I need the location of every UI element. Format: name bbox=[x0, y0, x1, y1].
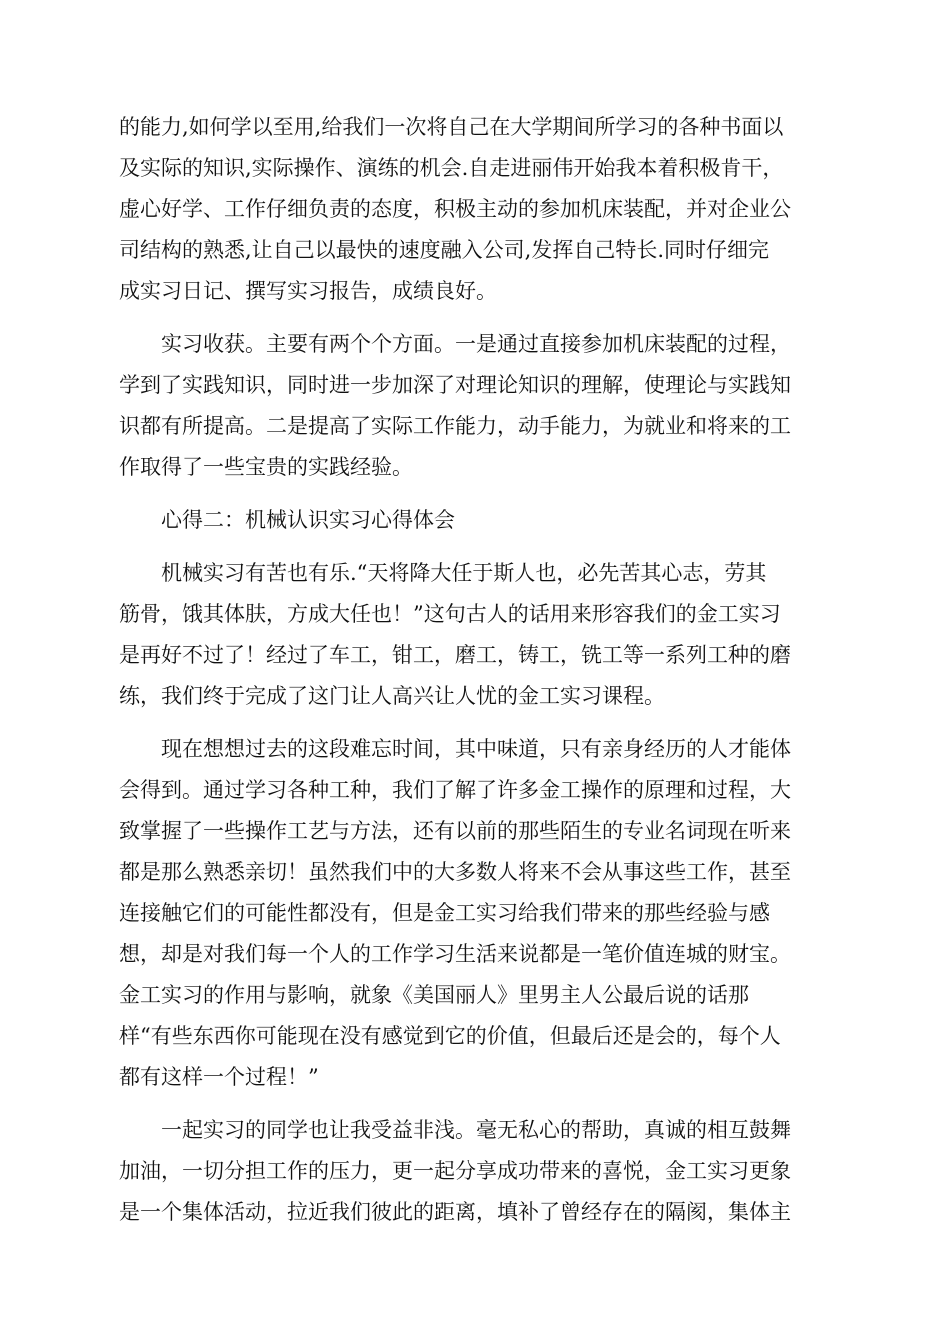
text-line: 加油，一切分担工作的压力，更一起分享成功带来的喜悦，金工实习更象 bbox=[119, 1159, 791, 1183]
text-line: 实习收获。主要有两个个方面。一是通过直接参加机床装配的过程， bbox=[161, 332, 791, 356]
text-line: 连接触它们的可能性都没有，但是金工实习给我们带来的那些经验与感 bbox=[119, 901, 770, 925]
text-line: 筋骨，饿其体肤，方成大任也！”这句古人的话用来形容我们的金工实习 bbox=[119, 602, 781, 626]
text-line: 都有这样一个过程！” bbox=[119, 1065, 319, 1089]
text-line: 致掌握了一些操作工艺与方法，还有以前的那些陌生的专业名词现在听来 bbox=[119, 819, 791, 843]
text-line: 都是那么熟悉亲切！虽然我们中的大多数人将来不会从事这些工作，甚至 bbox=[119, 860, 791, 884]
text-line: 及实际的知识,实际操作、演练的机会.自走进丽伟开始我本着积极肯干， bbox=[119, 156, 784, 180]
paragraph bbox=[119, 324, 835, 488]
text-line: 练，我们终于完成了这门让人高兴让人忧的金工实习课程。 bbox=[119, 684, 665, 708]
text-line: 司结构的熟悉,让自己以最快的速度融入公司,发挥自己特长.同时仔细完 bbox=[119, 238, 770, 262]
text-line: 心得二：机械认识实习心得体会 bbox=[161, 508, 455, 532]
paragraph bbox=[119, 1110, 835, 1233]
text-line: 作取得了一些宝贵的实践经验。 bbox=[119, 455, 413, 479]
document-body bbox=[119, 107, 835, 1233]
text-line: 会得到。通过学习各种工种，我们了解了许多金工操作的原理和过程，大 bbox=[119, 778, 791, 802]
paragraph bbox=[119, 553, 835, 717]
text-line: 成实习日记、撰写实习报告，成绩良好。 bbox=[119, 279, 497, 303]
text-line: 学到了实践知识，同时进一步加深了对理论知识的理解，使理论与实践知 bbox=[119, 373, 791, 397]
text-line: 样“有些东西你可能现在没有感觉到它的价值，但最后还是会的，每个人 bbox=[119, 1024, 781, 1048]
paragraph bbox=[119, 500, 835, 541]
text-line: 现在想想过去的这段难忘时间，其中味道，只有亲身经历的人才能体 bbox=[161, 737, 791, 761]
text-line: 虚心好学、工作仔细负责的态度，积极主动的参加机床装配，并对企业公 bbox=[119, 197, 791, 221]
text-line: 想，却是对我们每一个人的工作学习生活来说都是一笔价值连城的财宝。 bbox=[119, 942, 791, 966]
text-line: 金工实习的作用与影响，就象《美国丽人》里男主人公最后说的话那 bbox=[119, 983, 749, 1007]
text-line: 是再好不过了！经过了车工，钳工，磨工，铸工，铣工等一系列工种的磨 bbox=[119, 643, 791, 667]
text-line: 的能力,如何学以至用,给我们一次将自己在大学期间所学习的各种书面以 bbox=[119, 115, 784, 139]
paragraph bbox=[119, 729, 835, 1098]
text-line: 是一个集体活动，拉近我们彼此的距离，填补了曾经存在的隔阂，集体主 bbox=[119, 1200, 791, 1224]
text-line: 一起实习的同学也让我受益非浅。毫无私心的帮助，真诚的相互鼓舞 bbox=[161, 1118, 791, 1142]
text-line: 识都有所提高。二是提高了实际工作能力，动手能力，为就业和将来的工 bbox=[119, 414, 791, 438]
paragraph bbox=[119, 107, 835, 312]
text-line: 机械实习有苦也有乐.“天将降大任于斯人也，必先苦其心志，劳其 bbox=[161, 561, 767, 585]
